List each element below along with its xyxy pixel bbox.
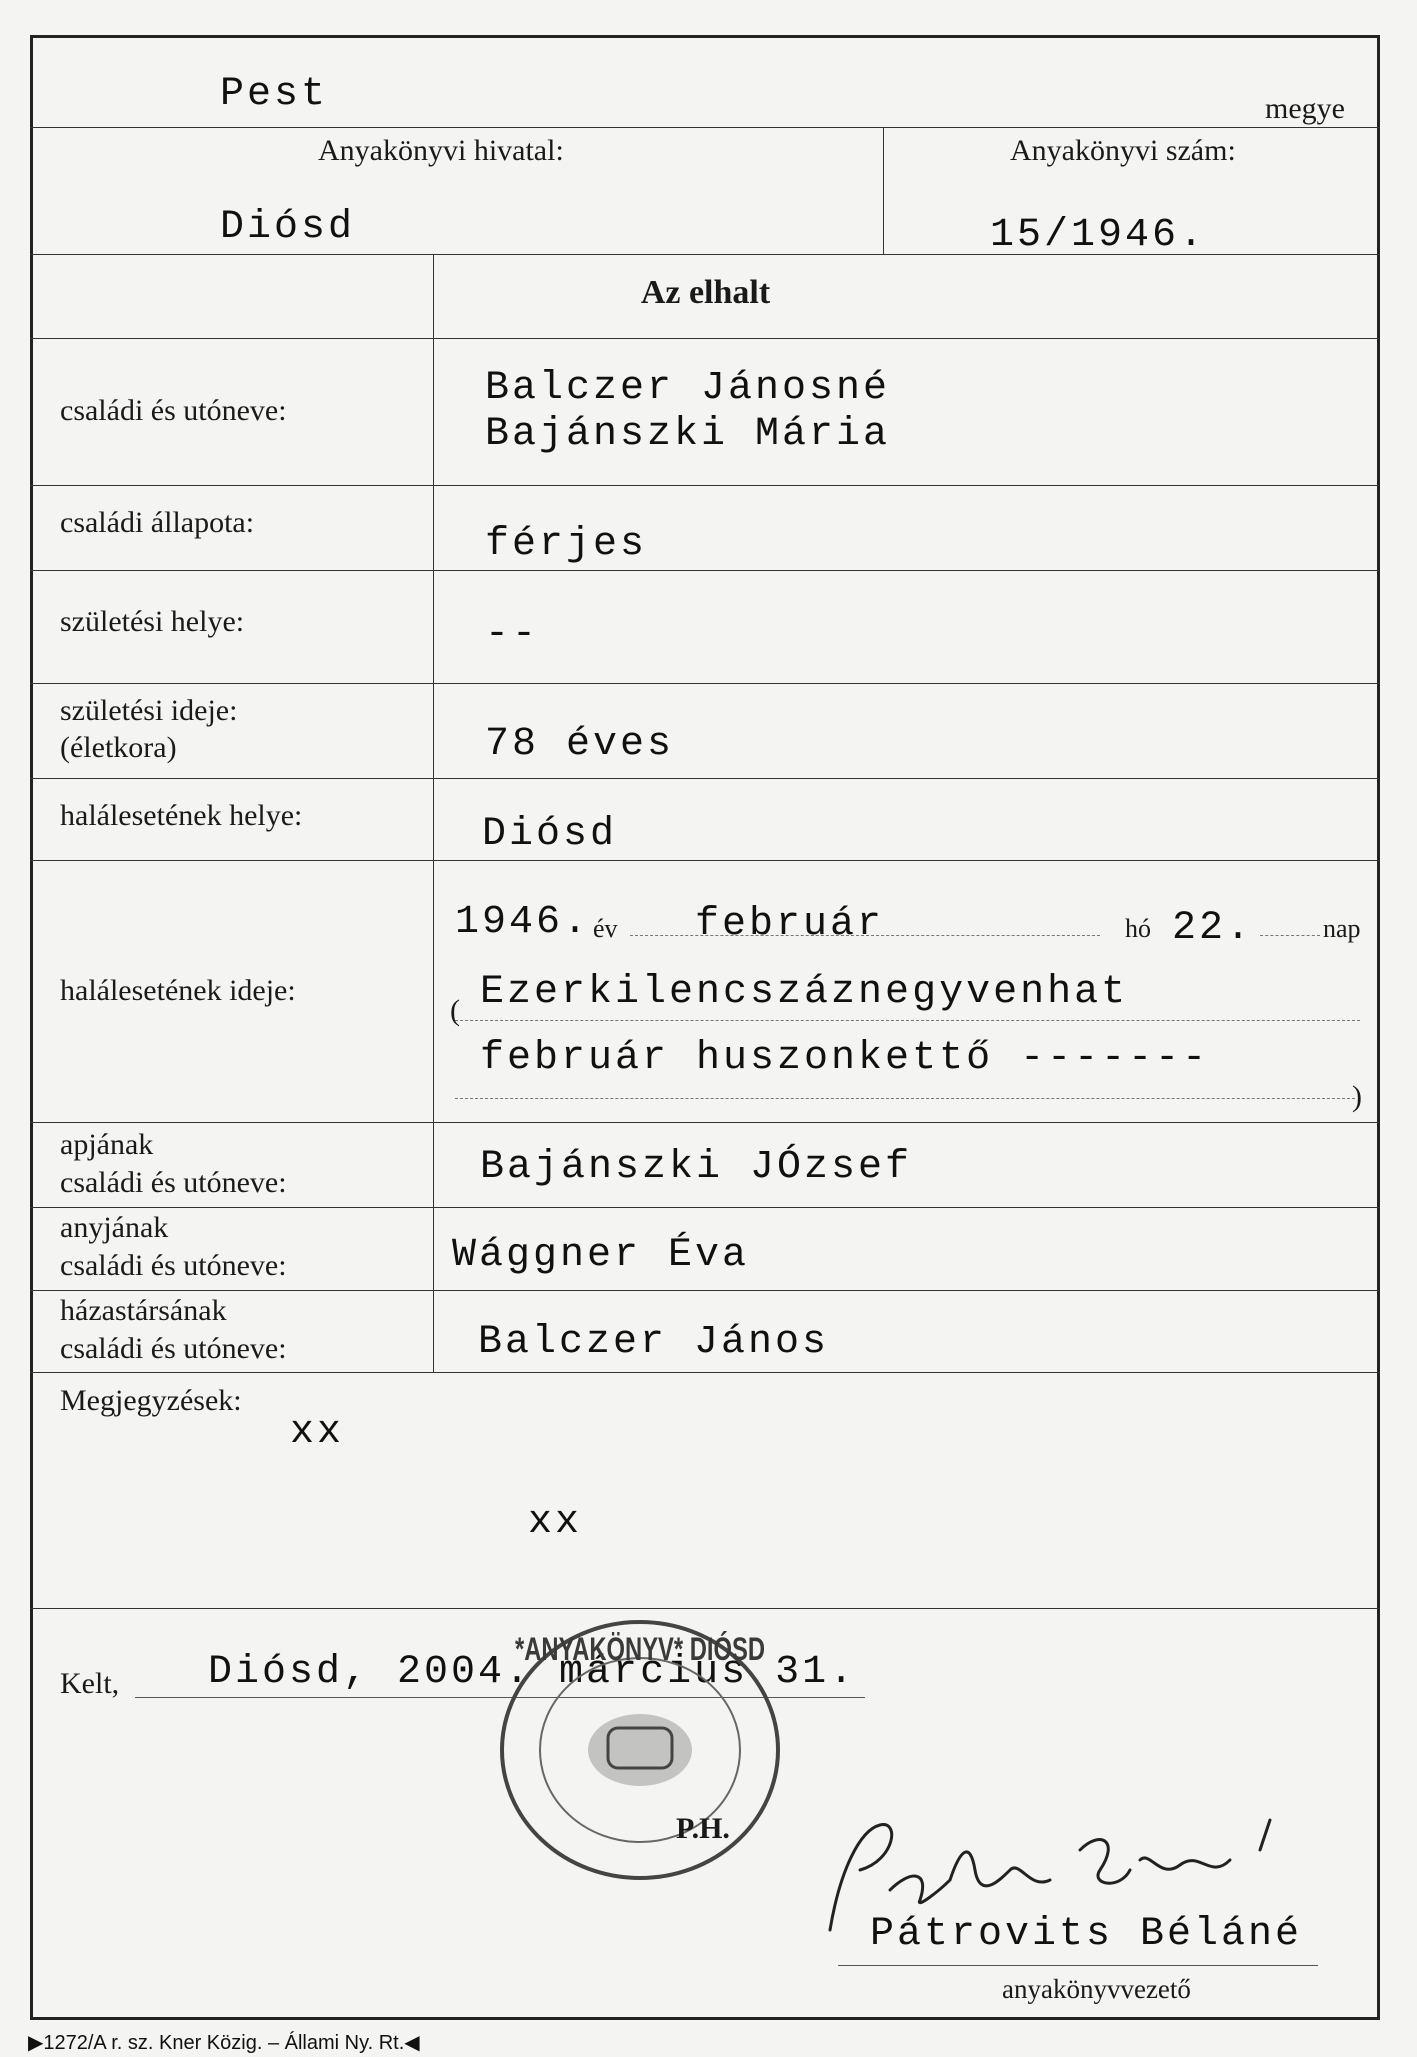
name-line1: Balczer Jánosné [485, 366, 891, 411]
month-label: hó [1125, 914, 1151, 943]
mother-sublabel: családi és utóneve: [60, 1249, 287, 1282]
open-paren: ( [450, 994, 460, 1027]
stamp-text: *ANYAKÖNYV* DIÓSD [515, 1631, 765, 1667]
marital-value: férjes [485, 522, 648, 567]
death-year: 1946. [455, 900, 591, 945]
number-value: 15/1946. [990, 213, 1207, 258]
ph-label: P.H. [676, 1812, 730, 1845]
death-month: február [695, 902, 885, 947]
name-label: családi és utóneve: [60, 394, 287, 427]
birthdate-sublabel: (életkora) [60, 731, 177, 764]
county-label: megye [1265, 92, 1345, 125]
father-sublabel: családi és utóneve: [60, 1166, 287, 1199]
divider [30, 1207, 1380, 1208]
deathplace-label: halálesetének helye: [60, 799, 303, 832]
spouse-value: Balczer János [478, 1320, 830, 1365]
father-label: apjának [60, 1128, 154, 1161]
office-label: Anyakönyvi hivatal: [318, 134, 564, 167]
fill-line [455, 1020, 1360, 1021]
official-stamp [490, 1610, 790, 1890]
signer-role: anyakönyvvezető [1002, 1974, 1191, 2004]
close-paren: ) [1352, 1080, 1362, 1113]
remarks-label: Megjegyzések: [60, 1384, 242, 1417]
death-words-line2: február huszonkettő ------- [480, 1036, 1210, 1081]
death-day: 22. [1172, 906, 1254, 951]
birthdate-label: születési ideje: [60, 694, 238, 727]
fill-line [455, 1098, 1355, 1099]
divider [30, 570, 1380, 571]
remarks-mark: xx [528, 1500, 583, 1545]
divider [30, 683, 1380, 684]
father-value: Bajánszki JÓzsef [480, 1145, 913, 1190]
divider [30, 254, 1380, 255]
divider [30, 485, 1380, 486]
divider [30, 1372, 1380, 1373]
birthplace-label: születési helye: [60, 605, 245, 638]
death-words-line1: Ezerkilencszáznegyvenhat [480, 970, 1129, 1015]
deathdate-label: halálesetének ideje: [60, 974, 296, 1007]
divider [30, 338, 1380, 339]
name-line2: Bajánszki Mária [485, 412, 891, 457]
remarks-mark: xx [290, 1410, 345, 1455]
office-value: Diósd [220, 205, 356, 250]
spouse-sublabel: családi és utóneve: [60, 1332, 287, 1365]
number-label: Anyakönyvi szám: [1010, 134, 1236, 167]
year-label: év [593, 914, 618, 943]
signer-name: Pátrovits Béláné [870, 1912, 1303, 1957]
mother-label: anyjának [60, 1211, 169, 1244]
divider [30, 860, 1380, 861]
divider [30, 1608, 1380, 1609]
spouse-label: házastársának [60, 1294, 227, 1327]
county-value: Pest [220, 72, 329, 117]
birthdate-value: 78 éves [485, 722, 675, 767]
divider [433, 254, 434, 1372]
divider [883, 127, 884, 254]
fill-line [1260, 935, 1320, 936]
issued-value: Diósd, 2004. március 31. [208, 1650, 857, 1695]
marital-label: családi állapota: [60, 506, 255, 539]
divider [30, 1122, 1380, 1123]
deathplace-value: Diósd [482, 812, 618, 857]
divider [30, 1290, 1380, 1291]
fill-line [838, 1965, 1318, 1966]
mother-value: Wággner Éva [452, 1233, 750, 1278]
section-title: Az elhalt [640, 274, 771, 311]
day-label: nap [1323, 914, 1361, 943]
birthplace-value: -- [485, 612, 540, 657]
divider [30, 778, 1380, 779]
issued-label: Kelt, [60, 1667, 120, 1700]
divider [30, 127, 1380, 128]
form-footer: ▶1272/A r. sz. Kner Közig. – Állami Ny. Rt.◀ [28, 2032, 420, 2054]
